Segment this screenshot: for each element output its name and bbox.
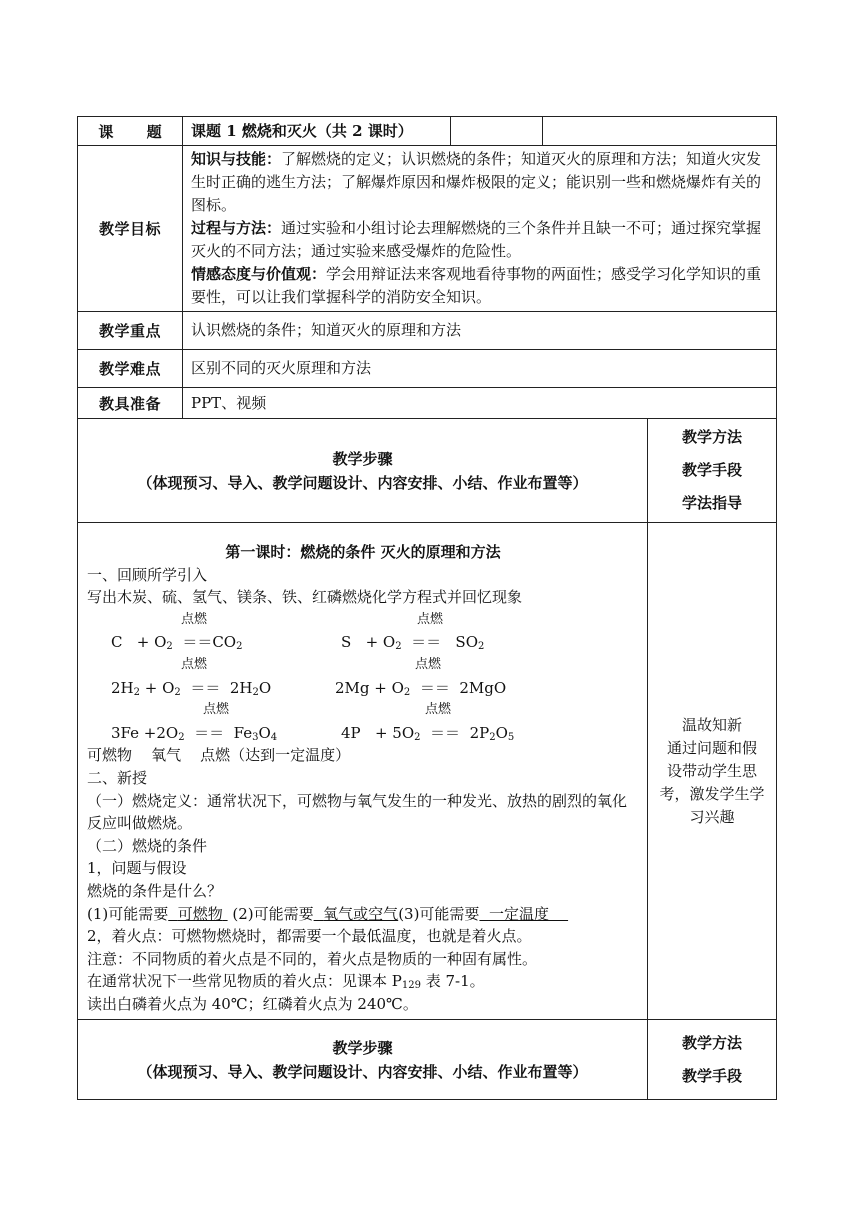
review-heading: 一、回顾所学引入 bbox=[87, 565, 208, 584]
steps-header-2 bbox=[78, 1020, 648, 1100]
steps-title: 教学步骤 bbox=[332, 1038, 393, 1057]
empty-cell bbox=[451, 117, 543, 146]
goals-content bbox=[183, 146, 777, 312]
methods-header bbox=[648, 419, 777, 523]
steps-subtitle: （体现预习、导入、教学问题设计、内容安排、小结、作业布置等） bbox=[137, 473, 588, 492]
read-values: 读出白磷着火点为 40℃；红磷着火点为 240℃。 bbox=[87, 994, 418, 1013]
equation-magnesium: $2Mg + O_2 == 2MgO$ bbox=[335, 678, 507, 698]
guidance-label: 学法指导 bbox=[681, 494, 742, 512]
condition-line bbox=[87, 609, 639, 632]
goal-knowledge: 知识与技能：了解燃烧的定义；认识燃烧的条件；知道灭火的原理和方法；知道火灾发生时正确的逃生方法；了解爆炸原因和爆炸极限的定义；能识别一些和燃烧爆炸有关的图标。 bbox=[191, 150, 762, 214]
note: 注意：不同物质的着火点是不同的，着火点是物质的一种固有属性。 bbox=[87, 949, 538, 968]
conditions-heading: （二）燃烧的条件 bbox=[87, 836, 208, 855]
focus-value: 认识燃烧的条件；知道灭火的原理和方法 bbox=[183, 312, 777, 350]
condition-label: 点燃 bbox=[415, 656, 442, 672]
answer-combustible: 可燃物 bbox=[177, 904, 223, 923]
goal-attitude: 情感态度与价值观：学会用辩证法来客观地看待事物的两面性；感受学习化学知识的重要性，可以让我们掌握科学的消防安全知识。 bbox=[191, 265, 762, 306]
equation-sulfur: $S + O_2 == SO_2$ bbox=[341, 633, 485, 653]
focus-label: 教学重点 bbox=[78, 312, 183, 350]
summary-line: 可燃物 氧气 点燃（达到一定温度） bbox=[87, 746, 351, 765]
steps-header-row bbox=[78, 419, 777, 523]
method-label: 教学方法 bbox=[681, 428, 742, 446]
condition-label: 点燃 bbox=[203, 702, 230, 718]
steps-subtitle: （体现预习、导入、教学问题设计、内容安排、小结、作业布置等） bbox=[137, 1062, 588, 1081]
question: 燃烧的条件是什么？ bbox=[87, 881, 223, 900]
topic-value: 课题 1 燃烧和灭火（共 2 课时） bbox=[183, 117, 451, 146]
question-heading: 1，问题与假设 bbox=[87, 859, 187, 878]
methods-header-2 bbox=[648, 1020, 777, 1100]
equation-phosphorus: $4P + 5O_2 == 2P_2O_5$ bbox=[341, 723, 515, 743]
answer-oxygen: 氧气或空气 bbox=[323, 904, 399, 923]
side-note: 温故知新 通过问题和假 设带动学生思 考，激发学生学 习兴趣 bbox=[648, 523, 777, 1020]
means-label: 教学手段 bbox=[681, 1066, 742, 1085]
focus-row bbox=[78, 312, 777, 350]
goal-process: 过程与方法：通过实验和小组讨论去理解燃烧的三个条件并且缺一不可；通过探究掌握灭火的不同方法；通过实验来感受爆炸的危险性。 bbox=[191, 219, 762, 260]
topic-row bbox=[78, 117, 777, 146]
condition-label: 点燃 bbox=[181, 611, 208, 627]
method-label: 教学方法 bbox=[681, 1033, 742, 1052]
new-heading: 二、新授 bbox=[87, 768, 148, 787]
tools-row bbox=[78, 388, 777, 419]
equation-hydrogen: $2H_2 + O_2 == 2H_2O$ bbox=[111, 678, 272, 698]
equation-line bbox=[87, 631, 639, 654]
reference: 在通常状况下一些常见物质的着火点：见课本 $P_{129}$ 表 7-1。 bbox=[87, 972, 485, 992]
empty-cell bbox=[543, 117, 777, 146]
lesson-row bbox=[78, 523, 777, 1020]
review-task: 写出木炭、硫、氢气、镁条、铁、红磷燃烧化学方程式并回忆现象 bbox=[87, 588, 523, 607]
ignition-point: 2，着火点：可燃物燃烧时，都需要一个最低温度，也就是着火点。 bbox=[87, 927, 532, 946]
condition-label: 点燃 bbox=[181, 656, 208, 672]
equation-line bbox=[87, 677, 639, 700]
steps-header bbox=[78, 419, 648, 523]
difficulty-value: 区别不同的灭火原理和方法 bbox=[183, 350, 777, 388]
tools-value: PPT、视频 bbox=[183, 388, 777, 419]
lesson-plan-table bbox=[77, 116, 777, 1100]
condition-line bbox=[87, 699, 639, 722]
goals-label: 教学目标 bbox=[78, 146, 183, 312]
equation-carbon: $C + O_2 ==CO_2$ bbox=[111, 633, 243, 653]
means-label: 教学手段 bbox=[681, 461, 742, 479]
hypotheses: (1)可能需要 可燃物 (2)可能需要 氧气或空气(3)可能需要 一定温度 bbox=[87, 903, 639, 926]
lesson-content bbox=[78, 523, 648, 1020]
equation-iron: $3Fe +2O_2 == Fe_3O_4$ bbox=[111, 723, 278, 743]
tools-label: 教具准备 bbox=[78, 388, 183, 419]
steps-header-row-2 bbox=[78, 1020, 777, 1100]
condition-line bbox=[87, 654, 639, 677]
goals-row bbox=[78, 146, 777, 312]
steps-title: 教学步骤 bbox=[332, 449, 393, 468]
condition-label: 点燃 bbox=[425, 702, 452, 718]
topic-label: 课 题 bbox=[78, 117, 183, 146]
equation-line bbox=[87, 722, 639, 745]
difficulty-label: 教学难点 bbox=[78, 350, 183, 388]
difficulty-row bbox=[78, 350, 777, 388]
condition-label: 点燃 bbox=[417, 611, 444, 627]
definition: （一）燃烧定义：通常状况下，可燃物与氧气发生的一种发光、放热的剧烈的氧化反应叫做燃烧。 bbox=[87, 791, 628, 833]
answer-temperature: 一定温度 bbox=[488, 904, 549, 923]
lesson-title: 第一课时：燃烧的条件 灭火的原理和方法 bbox=[225, 543, 501, 561]
